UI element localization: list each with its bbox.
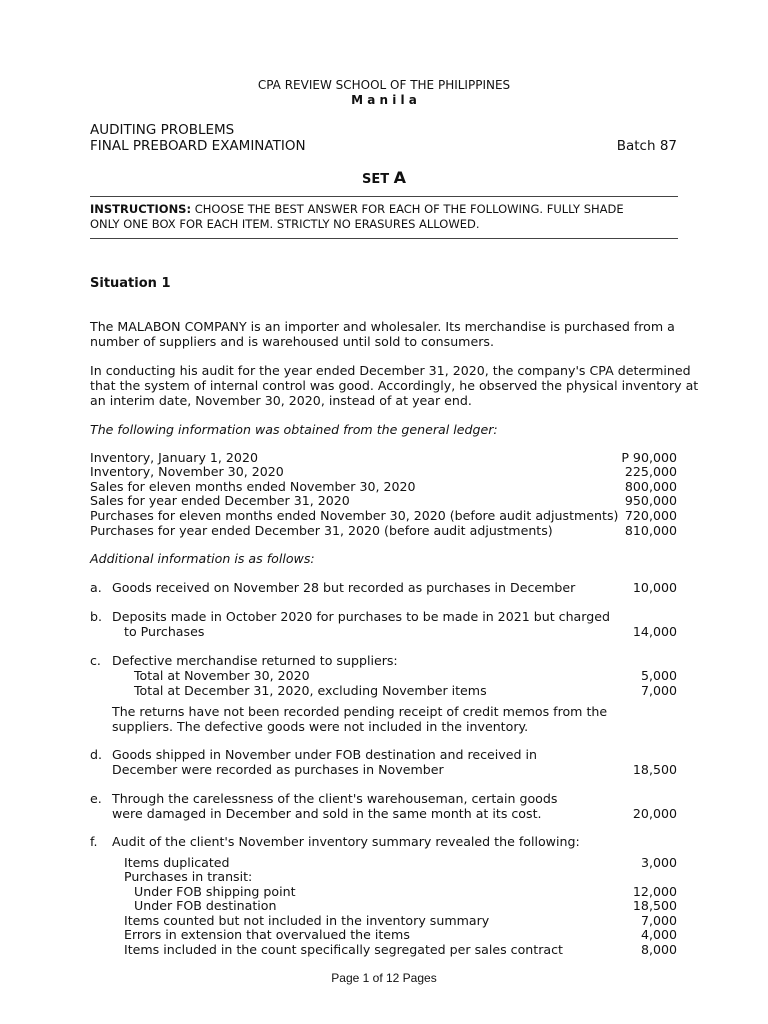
divider-bottom — [90, 238, 678, 239]
ledger-amount: 810,000 — [624, 523, 677, 538]
summary-label: Items counted but not included in the inventory summary — [124, 913, 490, 928]
ledger-amount: 800,000 — [624, 479, 677, 494]
para2-line3: an interim date, November 30, 2020, instead of at year end. — [90, 393, 472, 408]
ledger-intro: The following information was obtained from the general ledger: — [90, 422, 498, 437]
ledger-label: Sales for year ended December 31, 2020 — [90, 493, 350, 508]
item-amount: 18,500 — [632, 762, 677, 777]
school-name: CPA REVIEW SCHOOL OF THE PHILIPPINES — [257, 78, 511, 92]
item-letter: d. — [90, 747, 102, 762]
exam-title: FINAL PREBOARD EXAMINATION — [90, 138, 306, 154]
summary-amount: 12,000 — [632, 884, 677, 899]
ledger-amount: 225,000 — [624, 464, 677, 479]
item-text: Defective merchandise returned to suppliers: — [112, 653, 398, 668]
summary-amount: 3,000 — [640, 855, 677, 870]
ledger-label: Purchases for eleven months ended November 30, 2020 (before audit adjustments) — [90, 508, 619, 523]
para1-line2: number of suppliers and is warehoused until sold to consumers. — [90, 334, 494, 349]
item-letter: b. — [90, 609, 102, 624]
summary-label: Errors in extension that overvalued the items — [124, 927, 410, 942]
item-amount: 14,000 — [632, 624, 677, 639]
set-letter: A — [393, 168, 407, 187]
ledger-amount: P 90,000 — [621, 450, 677, 465]
summary-label: Items duplicated — [124, 855, 230, 870]
item-subtext: Total at November 30, 2020 — [134, 668, 310, 683]
item-text: to Purchases — [124, 624, 205, 639]
batch-label: Batch 87 — [616, 138, 677, 154]
city-name: M a n i l a — [351, 93, 417, 107]
page-number: Page 1 of 12 Pages — [331, 971, 437, 985]
item-text: Goods received on November 28 but recorded as purchases in December — [112, 580, 576, 595]
item-letter: f. — [90, 834, 98, 849]
summary-label: Purchases in transit: — [124, 869, 253, 884]
item-subtext: Total at December 31, 2020, excluding November items — [134, 683, 487, 698]
item-amount: 20,000 — [632, 806, 677, 821]
ledger-label: Purchases for year ended December 31, 2020 (before audit adjustments) — [90, 523, 553, 538]
summary-amount: 4,000 — [640, 927, 677, 942]
item-note: suppliers. The defective goods were not included in the inventory. — [112, 719, 529, 734]
item-note: The returns have not been recorded pending receipt of credit memos from the — [112, 704, 608, 719]
instructions-line1 — [90, 202, 624, 217]
summary-amount: 8,000 — [640, 942, 677, 957]
ledger-amount: 720,000 — [624, 508, 677, 523]
item-letter: c. — [90, 653, 101, 668]
para2-line1: In conducting his audit for the year ended December 31, 2020, the company's CPA determined — [90, 363, 691, 378]
item-text: Audit of the client's November inventory summary revealed the following: — [112, 834, 580, 849]
item-text: Goods shipped in November under FOB destination and received in — [112, 747, 537, 762]
item-text: Through the carelessness of the client's warehouseman, certain goods — [112, 791, 558, 806]
instructions-line2: ONLY ONE BOX FOR EACH ITEM. STRICTLY NO ERASURES ALLOWED. — [90, 217, 480, 231]
subject-title: AUDITING PROBLEMS — [90, 122, 235, 138]
item-letter: e. — [90, 791, 102, 806]
instructions-text-1: CHOOSE THE BEST ANSWER FOR EACH OF THE FOLLOWING. FULLY SHADE — [194, 202, 624, 216]
item-text: Deposits made in October 2020 for purchases to be made in 2021 but charged — [112, 609, 610, 624]
summary-amount: 18,500 — [632, 898, 677, 913]
instructions-label: INSTRUCTIONS: — [90, 202, 192, 216]
ledger-label: Inventory, November 30, 2020 — [90, 464, 284, 479]
ledger-label: Sales for eleven months ended November 30, 2020 — [90, 479, 416, 494]
item-letter: a. — [90, 580, 102, 595]
item-amount: 10,000 — [632, 580, 677, 595]
summary-label: Under FOB destination — [134, 898, 277, 913]
set-label — [0, 168, 768, 187]
set-prefix: SET — [361, 172, 390, 187]
situation-title: Situation 1 — [90, 276, 171, 291]
ledger-amount: 950,000 — [624, 493, 677, 508]
additional-intro: Additional information is as follows: — [90, 551, 315, 566]
para2-line2: that the system of internal control was good. Accordingly, he observed the physical inventory at — [90, 378, 699, 393]
ledger-label: Inventory, January 1, 2020 — [90, 450, 258, 465]
summary-amount: 7,000 — [640, 913, 677, 928]
divider-top — [90, 196, 678, 197]
item-amount: 5,000 — [640, 668, 677, 683]
para1-line1: The MALABON COMPANY is an importer and wholesaler. Its merchandise is purchased from a — [90, 319, 675, 334]
summary-label: Under FOB shipping point — [134, 884, 296, 899]
item-amount: 7,000 — [640, 683, 677, 698]
item-text: December were recorded as purchases in November — [112, 762, 444, 777]
item-text: were damaged in December and sold in the same month at its cost. — [112, 806, 542, 821]
summary-label: Items included in the count specifically segregated per sales contract — [124, 942, 563, 957]
